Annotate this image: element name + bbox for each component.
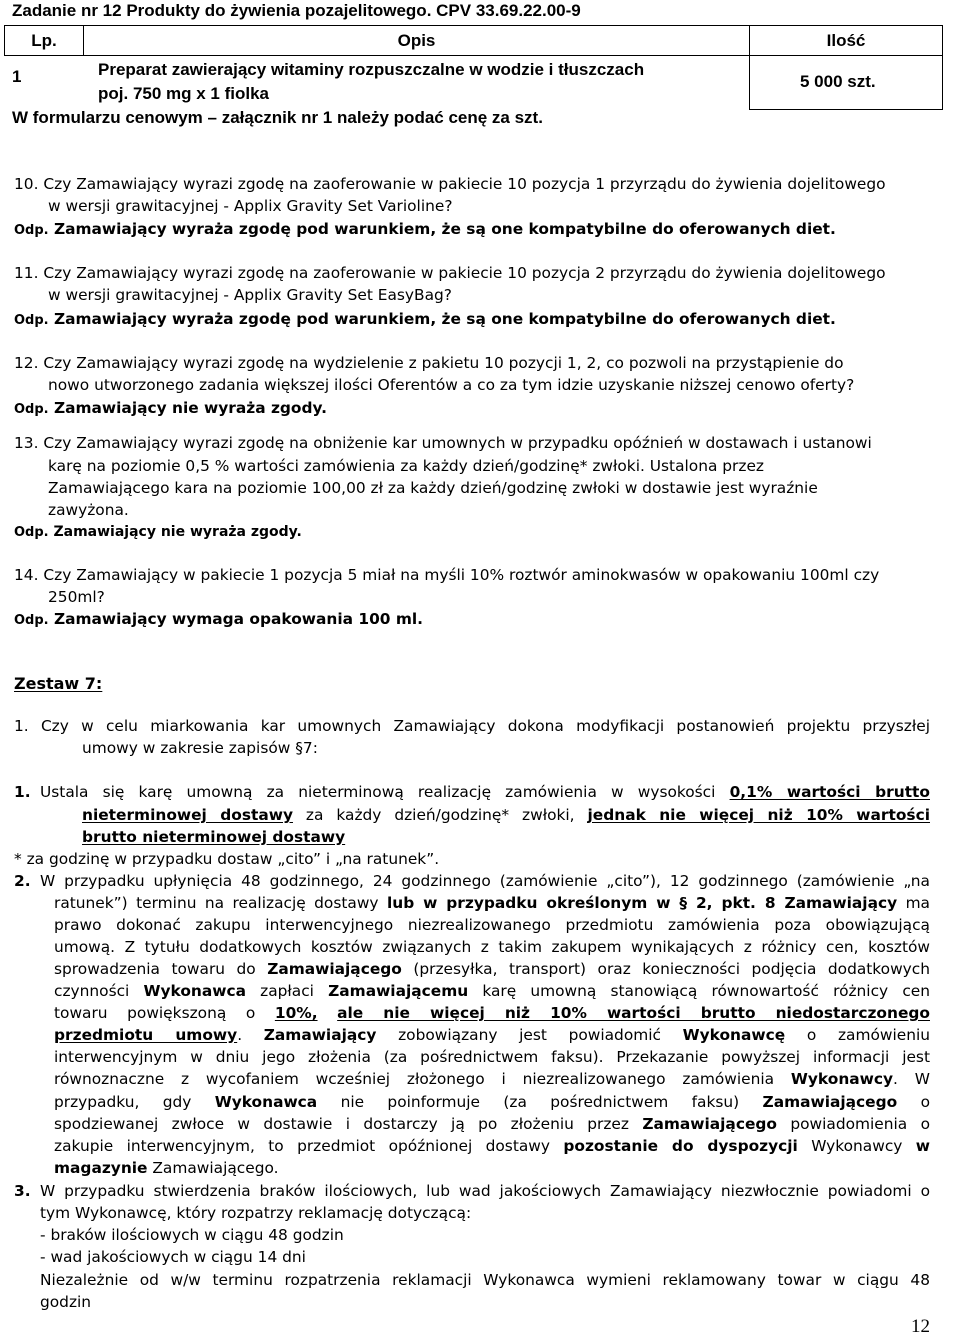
task-title: Zadanie nr 12 Produkty do żywienia pozajelitowego. CPV 33.69.22.00-9 (12, 1, 581, 20)
answer-text: Zamawiający nie wyraża zgody. (53, 399, 327, 417)
p2-line-1: W przypadku upłynięcia 48 godzinnego, 24 godzinnego (zamówienie „cito”), 12 godzinnego (zamówienie „na (40, 872, 930, 890)
q14-line-2: 250ml? (48, 588, 105, 606)
p2-text: Zamawiającego. (147, 1159, 279, 1177)
p2-text: o zamówieniu (785, 1026, 930, 1044)
p2-line-9: interwencyjnym w dniu jego złożenia (za pośrednictwem faksu). Przekazanie powyższej informacji jest (54, 1048, 930, 1066)
p3-line-3: - braków ilościowych w ciągu 48 godzin (40, 1226, 344, 1244)
q12-line-2: nowo utworzonego zadania większej ilości Oferentów a co za tym idzie uzyskanie niższej cenowo oferty? (48, 376, 855, 394)
p2-line-8 (54, 1025, 930, 1045)
p2-text: zobowiązany jest powiadomić (376, 1026, 683, 1044)
p3-line-6: godzin (40, 1293, 92, 1311)
q11-line-1: 11. Czy Zamawiający wyrazi zgodę na zaoferowanie w pakiecie 10 pozycja 2 przyrządu do żywienia dojelitowego (14, 264, 886, 282)
p1-highlight: 0,1% wartości brutto (729, 783, 930, 801)
p1-line-2 (82, 805, 930, 825)
p2-text: ma (897, 894, 930, 912)
p2-text (318, 1004, 338, 1022)
p2-line-11 (54, 1092, 930, 1112)
p2-line-7 (54, 1003, 930, 1023)
p2-text: równoznaczne z wycofaniem wcześniej złożonego i niezrealizowanego zamówienia (54, 1070, 791, 1088)
p2-bold: Zamawiającego (762, 1093, 898, 1111)
row-desc-2: poj. 750 mg x 1 fiolka (98, 84, 270, 103)
zestaw-q1-line-1: 1. Czy w celu miarkowania kar umownych Zamawiający dokona modyfikacji postanowień projektu przyszłej (14, 717, 930, 735)
p2-line-2 (54, 893, 930, 913)
p1-line-1 (40, 782, 930, 802)
p2-bold-underline: przedmiotu umowy (54, 1026, 238, 1044)
p2-text: ratunek”) terminu na realizację dostawy (54, 894, 387, 912)
odp-label: Odp. (14, 402, 49, 417)
table-header-opis (83, 25, 750, 56)
p2-bold: w (915, 1137, 930, 1155)
answer-text: Zamawiający wymaga opakowania 100 ml. (53, 610, 424, 628)
p2-bold: Zamawiającego (267, 960, 402, 978)
p3-line-4: - wad jakościowych w ciągu 14 dni (40, 1248, 306, 1266)
p2-line-3: prawo dokonać zakupu interwencyjnego niezrealizowanego przedmiotu zamówienia poza obowiązującą (54, 916, 930, 934)
q12-answer (14, 398, 327, 420)
p2-text: spodziewanej zwłoce w dostawie i dostarczy ją po złożeniu przez (54, 1115, 643, 1133)
p1-line-3: brutto nieterminowej dostawy (82, 828, 346, 846)
p2-text: przypadku, gdy (54, 1093, 215, 1111)
answer-text: Zamawiający nie wyraża zgody. (53, 524, 302, 540)
row-lp: 1 (12, 67, 22, 86)
page-number: 12 (911, 1316, 930, 1337)
price-note: W formularzu cenowym – załącznik nr 1 należy podać cenę za szt. (12, 108, 543, 127)
col-lp-label: Lp. (31, 31, 57, 50)
p2-line-12 (54, 1114, 930, 1134)
odp-label: Odp. (14, 313, 49, 328)
p1-highlight: jednak nie więcej niż 10% wartości (587, 806, 930, 824)
p2-text: . (237, 1026, 264, 1044)
col-ilosc-label: Ilość (826, 31, 866, 50)
p2-bold: magazynie (54, 1159, 148, 1177)
zestaw-q1-line-2: umowy w zakresie zapisów §7: (82, 739, 318, 757)
q13-line-4: zawyżona. (48, 501, 129, 519)
zestaw-heading: Zestaw 7: (14, 674, 103, 693)
q10-line-2: w wersji grawitacyjnej - Applix Gravity Set Varioline? (48, 197, 453, 215)
table-header-lp (4, 25, 84, 56)
q13-line-1: 13. Czy Zamawiający wyrazi zgodę na obniżenie kar umownych w przypadku opóźnień w dostawach i ustanowi (14, 434, 872, 452)
p2-text: czynności (54, 982, 144, 1000)
p2-bold: Wykonawcę (682, 1026, 786, 1044)
q14-line-1: 14. Czy Zamawiający w pakiecie 1 pozycja 5 miał na myśli 10% roztwór aminokwasów w opakowaniu 100ml czy (14, 566, 880, 584)
p3-number: 3. (14, 1182, 31, 1200)
p2-line-6 (54, 981, 930, 1001)
row-qty: 5 000 szt. (800, 72, 876, 91)
q10-answer (14, 219, 836, 241)
odp-label: Odp. (14, 223, 49, 238)
q10-line-1: 10. Czy Zamawiający wyrazi zgodę na zaoferowanie w pakiecie 10 pozycja 1 przyrządu do żywienia dojelitowego (14, 175, 886, 193)
p2-text: zapłaci (245, 982, 329, 1000)
p2-bold-underline: ale nie więcej niż 10% wartości brutto niedostarczonego (337, 1004, 930, 1022)
p2-bold: Zamawiający (263, 1026, 377, 1044)
p2-line-14 (54, 1158, 279, 1178)
p2-bold: Wykonawca (143, 982, 246, 1000)
p2-line-10 (54, 1069, 930, 1089)
q12-line-1: 12. Czy Zamawiający wyrazi zgodę na wydzielenie z pakietu 10 pozycji 1, 2, co pozwoli na przystąpienie do (14, 354, 844, 372)
p2-text: Wykonawcy (797, 1137, 916, 1155)
p2-bold-underline: 10%, (274, 1004, 318, 1022)
p2-text: sprowadzenia towaru do (54, 960, 268, 978)
q13-line-2: karę na poziomie 0,5 % wartości zamówienia za każdy dzień/godzinę* zwłoki. Ustalona przez (48, 457, 765, 475)
p2-number: 2. (14, 872, 31, 890)
table-header-ilosc (749, 25, 943, 56)
q13-line-3: Zamawiającego kara na poziomie 100,00 zł za każdy dzień/godzinę zwłoki w dostawie jest wyraźnie (48, 479, 818, 497)
p2-line-4: umową. Z tytułu dodatkowych kosztów związanych z takim zakupem wynikających z różnicy cen, kosztów (54, 938, 930, 956)
p2-bold: Zamawiającemu (328, 982, 469, 1000)
q11-line-2: w wersji grawitacyjnej - Applix Gravity Set EasyBag? (48, 286, 452, 304)
p3-line-5: Niezależnie od w/w terminu rozpatrzenia reklamacji Wykonawca wymieni reklamowany towar w ciągu 48 (40, 1271, 930, 1289)
p2-text: . W (893, 1070, 930, 1088)
p2-text: karę umowną stanowiącą równowartość różnicy cen (468, 982, 930, 1000)
p2-text: towaru powiększoną o (54, 1004, 275, 1022)
p2-line-13 (54, 1136, 930, 1156)
col-opis-label: Opis (397, 31, 436, 50)
p1-text: za każdy dzień/godzinę* zwłoki, (292, 806, 588, 824)
q11-answer (14, 309, 836, 331)
p2-bold: Wykonawcy (790, 1070, 894, 1088)
footnote: * za godzinę w przypadku dostaw „cito” i „na ratunek”. (14, 850, 440, 868)
p2-bold: pozostanie do dyspozycji (563, 1137, 798, 1155)
p2-text: nie poinformuje (za pośrednictwem faksu) (317, 1093, 763, 1111)
p2-bold: Zamawiającego (642, 1115, 777, 1133)
p2-text: zakupie interwencyjnym, to przedmiot opóźnionej dostawy (54, 1137, 564, 1155)
p1-text: Ustala się karę umowną za nieterminową realizację zamówienia w wysokości (40, 783, 730, 801)
q14-answer (14, 609, 423, 631)
p2-text: powiadomienia o (776, 1115, 930, 1133)
p1-highlight: nieterminowej dostawy (82, 806, 293, 824)
odp-label: Odp. (14, 525, 49, 540)
p1-number: 1. (14, 783, 31, 801)
p2-bold: lub w przypadku określonym w § 2, pkt. 8 Zamawiający (386, 894, 898, 912)
answer-text: Zamawiający wyraża zgodę pod warunkiem, że są one kompatybilne do oferowanych diet. (53, 310, 836, 328)
row-desc-1: Preparat zawierający witaminy rozpuszczalne w wodzie i tłuszczach (98, 60, 645, 79)
p2-line-5 (54, 959, 930, 979)
answer-text: Zamawiający wyraża zgodę pod warunkiem, że są one kompatybilne do oferowanych diet. (53, 220, 836, 238)
p3-line-1: W przypadku stwierdzenia braków ilościowych, lub wad jakościowych Zamawiający niezwłocznie powiadomi o (40, 1182, 930, 1200)
odp-label: Odp. (14, 613, 49, 628)
p2-bold: Wykonawca (214, 1093, 318, 1111)
p3-line-2: tym Wykonawcę, który rozpatrzy reklamację dotyczącą: (40, 1204, 472, 1222)
p2-text: (przesyłka, transport) oraz konieczności podjęcia dodatkowych (401, 960, 930, 978)
p2-text: o (897, 1093, 930, 1111)
q13-answer (14, 522, 302, 543)
